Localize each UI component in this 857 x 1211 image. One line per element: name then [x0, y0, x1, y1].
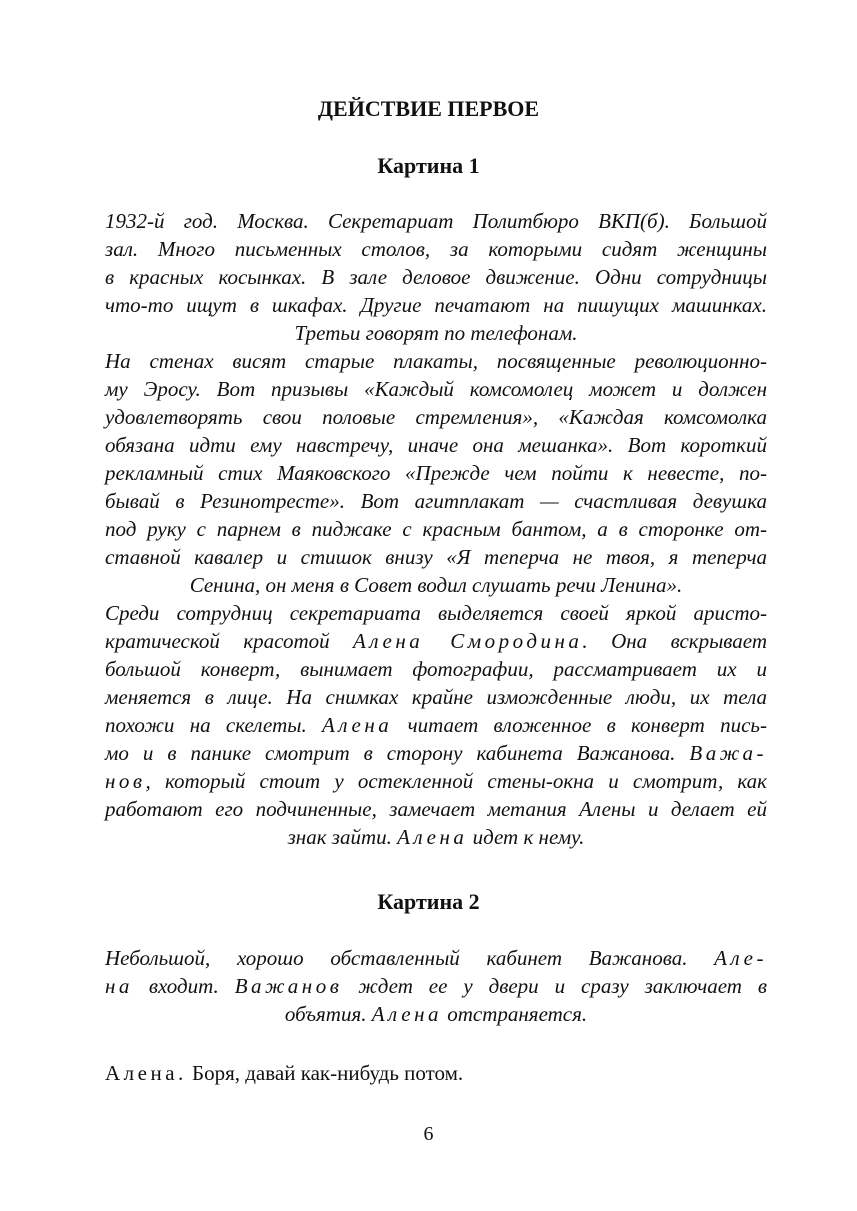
text-line: Среди сотрудниц секретариата выделяется своей яркой аристо- — [105, 601, 767, 625]
text-line: кратической красотой Алена Смородина. Она вскрывает — [105, 629, 767, 653]
text-line: нов, который стоит у остекленной стены-окна и смотрит, как — [105, 769, 767, 793]
character-name: нов — [105, 769, 146, 793]
scene-2-title: Картина 2 — [377, 889, 480, 914]
text-line: меняется в лице. На снимках крайне изможденные люди, их тела — [105, 685, 767, 709]
text-line: Сенина, он меня в Совет водил слушать речи Ленина». — [189, 573, 683, 597]
text-line: объятия. Алена отстраняется. — [284, 1002, 588, 1026]
character-name: Алена — [397, 825, 468, 849]
dialogue-line — [105, 1059, 767, 1087]
text-line: ставной кавалер и стишок внизу «Я теперча не твоя, я теперча — [105, 545, 767, 569]
text-line: на входит. Важанов ждет ее у двери и сразу заключает в — [105, 974, 767, 998]
text-line: Небольшой, хорошо обставленный кабинет Важанова. Але- — [105, 946, 767, 970]
scene-1-title: Картина 1 — [377, 153, 480, 178]
text-line: в красных косынках. В зале деловое движение. Одни сотрудницы — [105, 265, 767, 289]
text-line: знак зайти. Алена идет к нему. — [287, 825, 585, 849]
act-title: ДЕЙСТВИЕ ПЕРВОЕ — [317, 96, 540, 121]
character-name: Алена — [322, 713, 393, 737]
character-name: Але- — [714, 946, 767, 970]
text-line: бывай в Резинотресте». Вот агитплакат — счастливая девушка — [105, 489, 767, 513]
character-name: Важа- — [689, 741, 767, 765]
speaker-name: Алена. — [105, 1061, 187, 1085]
text-line: большой конверт, вынимает фотографии, рассматривает их и — [105, 657, 767, 681]
text-line: работают его подчиненные, замечает метания Алены и делает ей — [105, 797, 767, 821]
text-line: обязана идти ему навстречу, иначе она мешанка». Вот короткий — [105, 433, 767, 457]
character-name: Алена — [371, 1002, 442, 1026]
text-line: Третьи говорят по телефонам. — [294, 321, 578, 345]
text-line: На стенах висят старые плакаты, посвященные революционно- — [105, 349, 767, 373]
text-line: удовлетворять свои половые стремления», «Каждая комсомолка — [105, 405, 767, 429]
character-name: Важанов — [234, 974, 343, 998]
text-line: под руку с парнем в пиджаке с красным бантом, а в сторонке от- — [105, 517, 767, 541]
text-line: зал. Много письменных столов, за которыми сидят женщины — [105, 237, 767, 261]
character-name: Алена Смородина — [353, 629, 583, 653]
text-line: мо и в панике смотрит в сторону кабинета Важанова. Важа- — [105, 741, 767, 765]
page-number: 6 — [423, 1123, 434, 1145]
character-name: на — [105, 974, 133, 998]
text-line: рекламный стих Маяковского «Прежде чем пойти к невесте, по- — [105, 461, 767, 485]
dialogue-text: Боря, давай как-нибудь потом. — [192, 1061, 464, 1085]
text-line: похожи на скелеты. Алена читает вложенное в конверт пись- — [105, 713, 767, 737]
text-line: му Эросу. Вот призывы «Каждый комсомолец может и должен — [105, 377, 767, 401]
text-line: 1932-й год. Москва. Секретариат Политбюро ВКП(б). Большой — [105, 209, 767, 233]
text-line: что-то ищут в шкафах. Другие печатают на пишущих машинках. — [105, 293, 767, 317]
